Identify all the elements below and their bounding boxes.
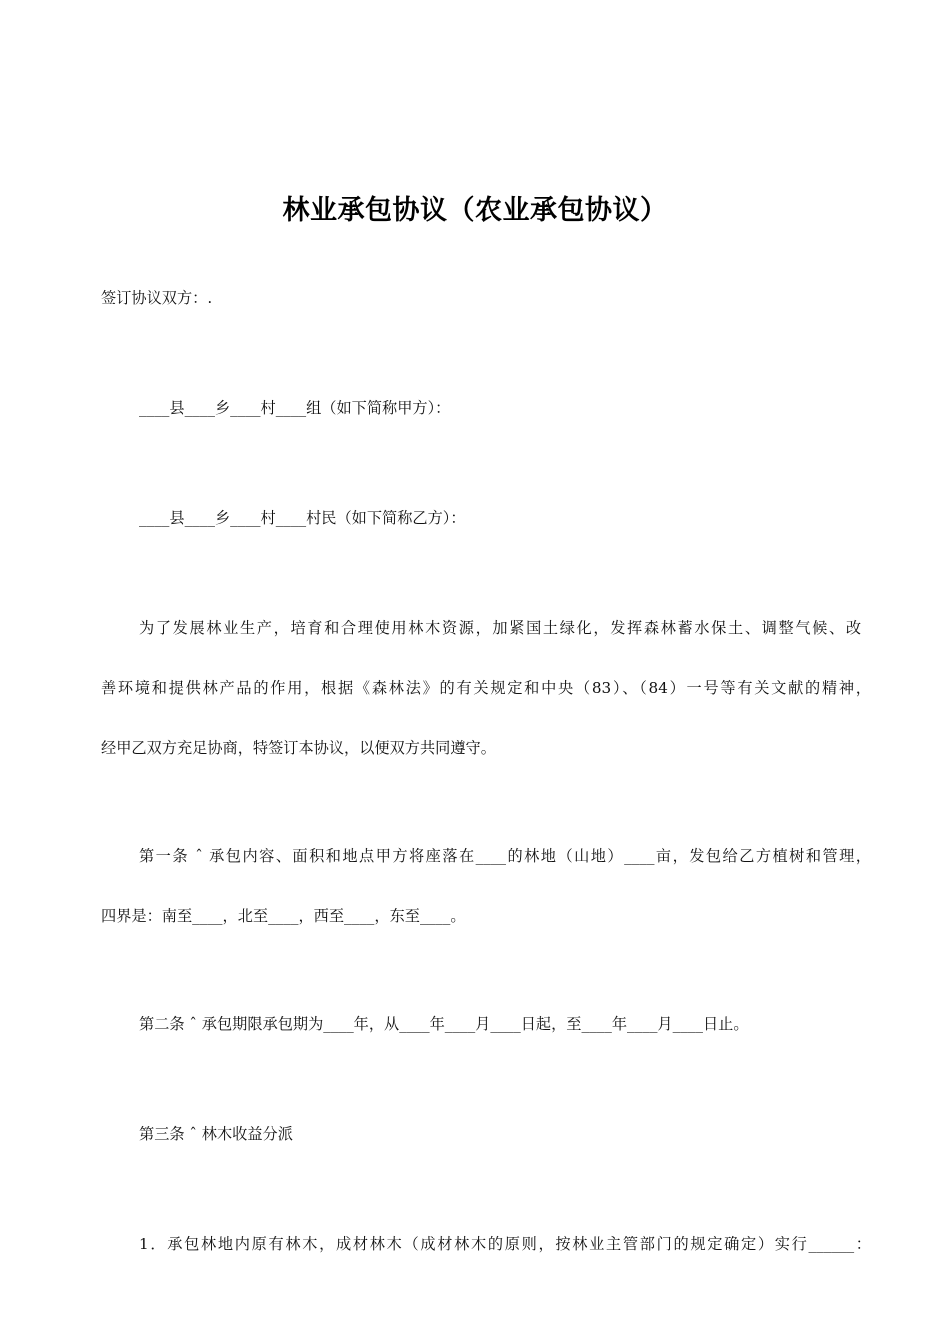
preamble-line-3: 经甲乙双方充足协商，特签订本协议，以便双方共同遵守。 <box>101 739 496 757</box>
article-1-line-2: 四界是：南至____，北至____，西至____，东至____。 <box>101 907 466 925</box>
document-title: 林业承包协议（农业承包协议） <box>282 195 668 226</box>
preamble-line-1: 为了发展林业生产，培育和合理使用林木资源，加紧国土绿化，发挥森林蓄水保土、调整气候、改 <box>139 619 861 637</box>
party-b-line: ____县____乡____村____村民（如下简称乙方）： <box>139 509 466 527</box>
party-a-line: ____县____乡____村____组（如下简称甲方）： <box>139 399 451 417</box>
article-2-line: 第二条 ˆ 承包期限承包期为____年，从____年____月____日起，至____年____月____日止。 <box>139 1015 749 1033</box>
preamble-line-2: 善环境和提供林产品的作用，根据《森林法》的有关规定和中央（83）、（84）一号等有关文献的精神， <box>101 679 871 697</box>
parties-heading: 签订协议双方：. <box>101 289 213 307</box>
article-3-heading: 第三条 ˆ 林木收益分派 <box>139 1125 293 1143</box>
article-3-item-1: 1．承包林地内原有林木，成材林木（成材林木的原则，按林业主管部门的规定确定）实行______： <box>139 1235 871 1253</box>
article-1-line-1: 第一条 ˆ 承包内容、面积和地点甲方将座落在____的林地（山地）____亩，发包给乙方植树和管理， <box>139 847 871 865</box>
